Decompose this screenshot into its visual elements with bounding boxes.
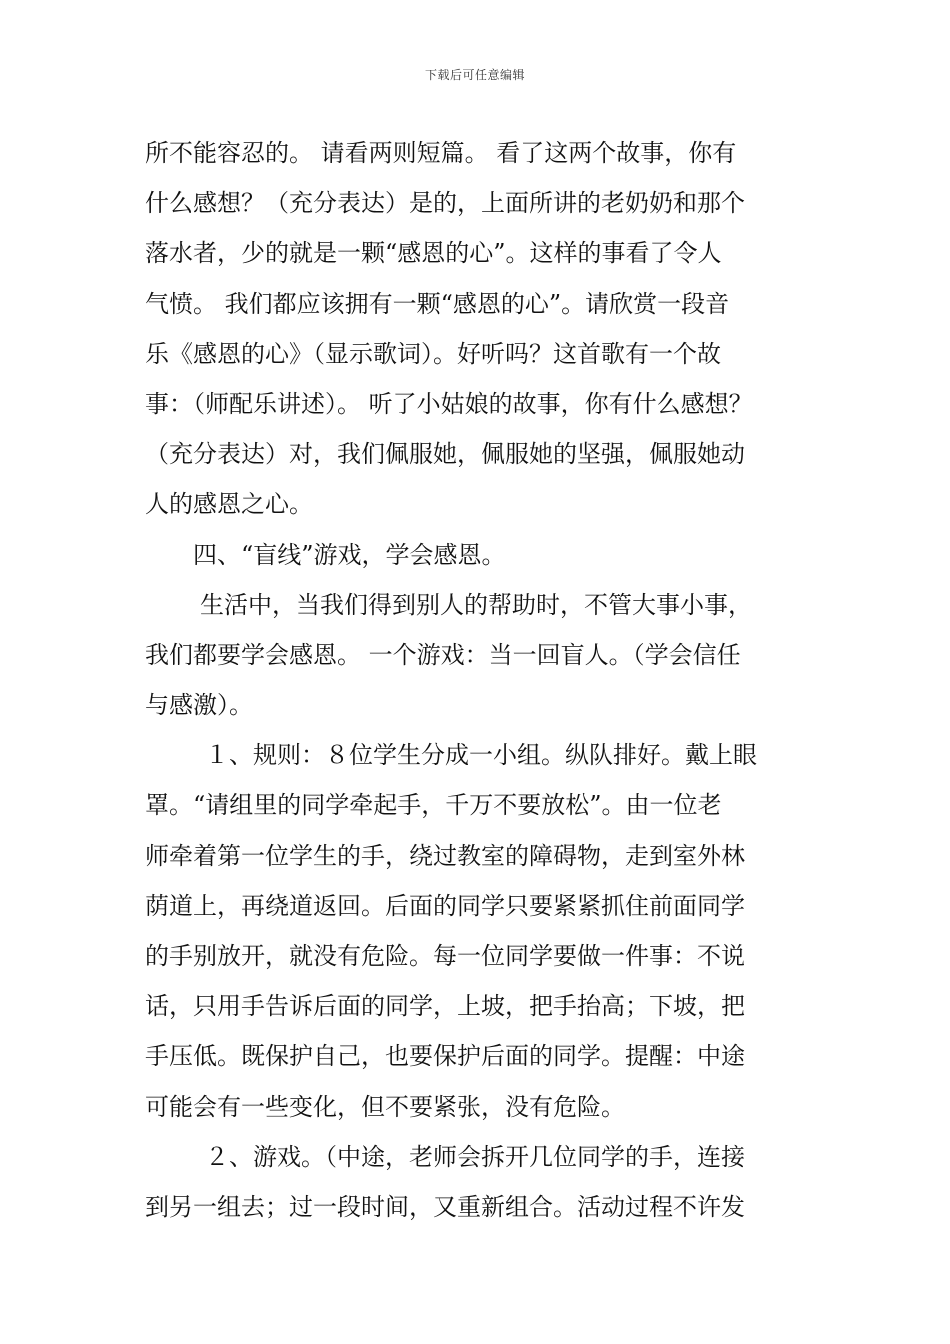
text-line: 可能会有一些变化，但不要紧张，没有危险。: [145, 1092, 625, 1121]
text-line: １、规则：８位学生分成一小组。纵队排好。戴上眼: [205, 741, 757, 770]
text-line: 荫道上，再绕道返回。后面的同学只要紧紧抓住前面同学: [145, 891, 745, 920]
text-line: 气愤。 我们都应该拥有一颗“感恩的心”。请欣赏一段音: [145, 289, 730, 318]
page-header: 下载后可任意编辑: [424, 68, 525, 82]
text-line: 我们都要学会感恩。 一个游戏：当一回盲人。（学会信任: [145, 640, 741, 669]
text-line: 乐《感恩的心》（显示歌词）。好听吗？这首歌有一个故: [145, 339, 721, 368]
text-line: 罩。“请组里的同学牵起手，千万不要放松”。由一位老: [145, 791, 722, 820]
text-line: 手压低。既保护自己，也要保护后面的同学。提醒：中途: [145, 1042, 745, 1071]
text-line: 到另一组去；过一段时间，又重新组合。活动过程不许发: [145, 1192, 745, 1221]
text-line: 什么感想？（充分表达）是的，上面所讲的老奶奶和那个: [145, 189, 745, 218]
text-line: 人的感恩之心。: [145, 490, 313, 519]
text-line: （充分表达）对，我们佩服她，佩服她的坚强，佩服她动: [145, 440, 745, 469]
text-line: 所不能容忍的。 请看两则短篇。 看了这两个故事，你有: [145, 139, 737, 167]
text-line: ２、游戏。（中途，老师会拆开几位同学的手，连接: [205, 1142, 745, 1171]
text-line: 落水者，少的就是一颗“感恩的心”。这样的事看了令人: [145, 239, 722, 268]
text-line: 与感激）。: [145, 691, 253, 720]
section-heading: 四、“盲线”游戏，学会感恩。: [193, 540, 506, 569]
document-body: [145, 128, 813, 1232]
text-line: 师牵着第一位学生的手，绕过教室的障碍物，走到室外林: [145, 841, 745, 870]
text-line: 事：（师配乐讲述）。 听了小姑娘的故事，你有什么感想？: [145, 389, 753, 418]
text-line: 的手别放开，就没有危险。每一位同学要做一件事：不说: [145, 942, 745, 970]
text-line: 话，只用手告诉后面的同学，上坡，把手抬高；下坡，把: [145, 992, 745, 1021]
text-line: 生活中，当我们得到别人的帮助时，不管大事小事，: [200, 590, 752, 619]
